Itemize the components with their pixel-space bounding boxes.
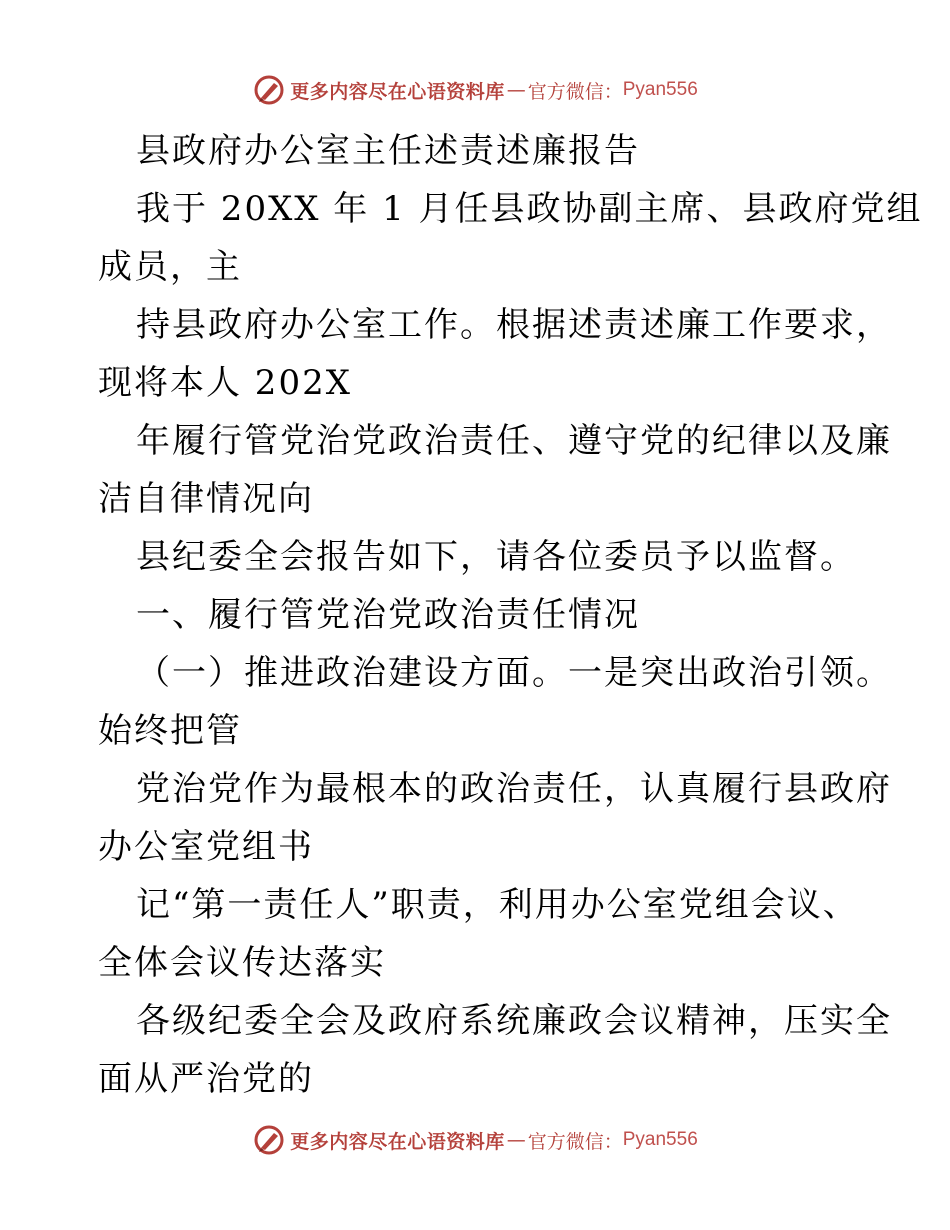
watermark-dash: — bbox=[506, 1129, 526, 1151]
watermark-wechat-id: Pyan556 bbox=[622, 79, 698, 100]
watermark-wechat-label: 官方微信： bbox=[527, 80, 623, 103]
paragraph-line: 全体会议传达落实 bbox=[98, 943, 386, 983]
paragraph-line: 面从严治党的 bbox=[98, 1059, 314, 1099]
pen-logo-icon bbox=[252, 1123, 286, 1157]
paragraph-line: 各级纪委全会及政府系统廉政会议精神，压实全 bbox=[136, 1001, 892, 1041]
paragraph-line: 记“第一责任人”职责，利用办公室党组会议、 bbox=[136, 885, 859, 925]
header-watermark bbox=[0, 70, 950, 110]
paragraph-line: 洁自律情况向 bbox=[98, 479, 314, 519]
paragraph-line: 年履行管党治党政治责任、遵守党的纪律以及廉 bbox=[136, 421, 892, 461]
document-title: 县政府办公室主任述责述廉报告 bbox=[136, 131, 640, 171]
paragraph-line: 县纪委全会报告如下，请各位委员予以监督。 bbox=[136, 537, 856, 577]
watermark-dash: — bbox=[506, 79, 526, 101]
pen-logo-icon bbox=[252, 73, 286, 107]
paragraph-line: 我于 20XX 年 1 月任县政协副主席、县政府党组 bbox=[136, 189, 923, 229]
paragraph-line: 办公室党组书 bbox=[98, 827, 314, 867]
subsection-heading: （一）推进政治建设方面。一是突出政治引领。 bbox=[136, 653, 892, 693]
watermark-text: 更多内容尽在心语资料库 bbox=[290, 80, 505, 103]
paragraph-line: 始终把管 bbox=[98, 711, 242, 751]
watermark-wechat-id: Pyan556 bbox=[622, 1129, 698, 1150]
watermark-wechat-label: 官方微信： bbox=[527, 1130, 623, 1153]
paragraph-line: 成员，主 bbox=[98, 247, 242, 287]
paragraph-line: 持县政府办公室工作。根据述责述廉工作要求， bbox=[136, 305, 892, 345]
paragraph-line: 党治党作为最根本的政治责任，认真履行县政府 bbox=[136, 769, 892, 809]
section-heading: 一、履行管党治党政治责任情况 bbox=[136, 595, 640, 635]
document-body bbox=[98, 122, 923, 1108]
watermark-text: 更多内容尽在心语资料库 bbox=[290, 1130, 505, 1153]
footer-watermark bbox=[0, 1120, 950, 1160]
paragraph-line: 现将本人 202X bbox=[98, 363, 352, 403]
